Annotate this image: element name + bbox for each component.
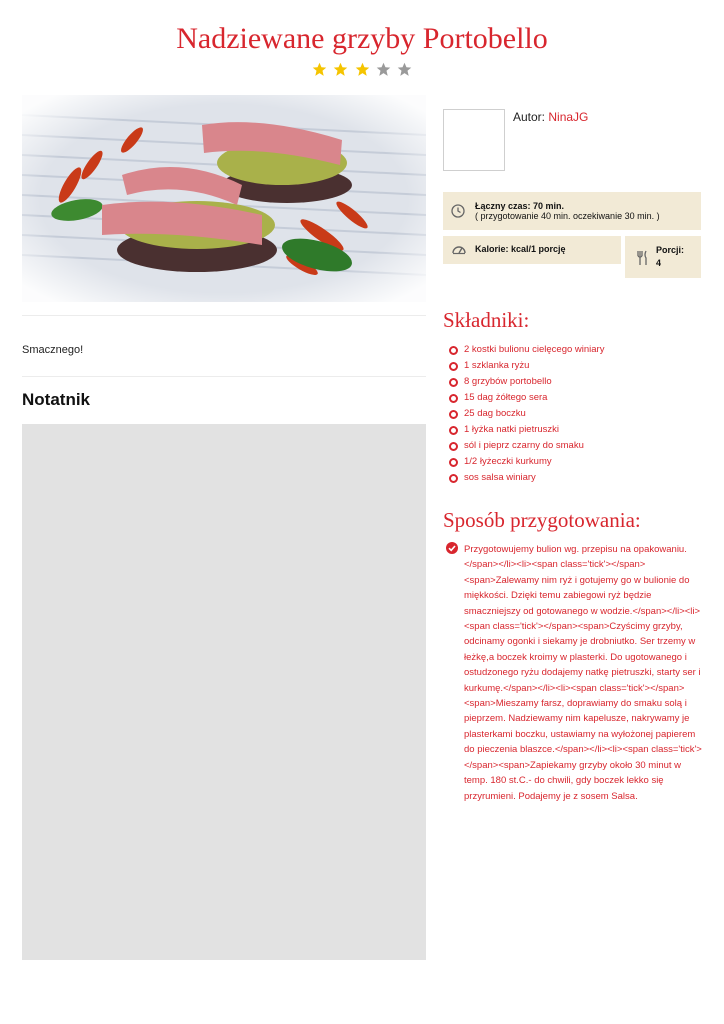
ingredient-item[interactable]: 8 grzybów portobello [449, 375, 604, 391]
ingredient-item[interactable]: sos salsa winiary [449, 471, 604, 487]
ingredient-item[interactable]: 1/2 łyżeczki kurkumy [449, 455, 604, 471]
star-icon[interactable] [312, 62, 327, 77]
ingredient-item[interactable]: 1 łyżka natki pietruszki [449, 423, 604, 439]
bullet-icon [449, 346, 458, 355]
fork-knife-icon [636, 250, 648, 266]
bullet-icon [449, 378, 458, 387]
notes-area[interactable] [22, 424, 426, 960]
method-heading: Sposób przygotowania: [443, 508, 641, 532]
author-avatar[interactable] [443, 109, 505, 171]
star-icon[interactable] [376, 62, 391, 77]
ingredients-heading: Składniki: [443, 308, 530, 332]
notes-heading: Notatnik [22, 390, 90, 409]
ingredient-item[interactable]: 1 szklanka ryżu [449, 359, 604, 375]
divider [22, 315, 426, 316]
rating-stars[interactable] [0, 62, 724, 82]
bullet-icon [449, 394, 458, 403]
total-time: Łączny czas: 70 min. [475, 201, 565, 211]
time-box [443, 192, 701, 230]
method-text: Przygotowujemy bulion wg. przepisu na opakowaniu.</span></li><li><span class='tick'></span><span>Zalewamy nim ryż i gotujemy go w bulionie do miękkości. Dzięki temu zabiegowi ryż będzie smaczniejszy od gotowanego w wodzie.</span></li><li><span class='tick'></span><span>Czyścimy grzyby, odcinamy ogonki i siekamy je drobniutko. Ser trzemy w łeżkę,a boczek kroimy w plasterki. Do ugotowanego i ostudzonego ryżu dodajemy natkę pietruszki, starty ser i kurkumę.</span></li><li><span class='tick'></span><span>Mieszamy farsz, doprawiamy do smaku solą i pieprzem. Nadziewamy nim kapelusze, nakrywamy je plasterkami boczku, ustawiamy na wyłożonej papierem do pieczenia blaszce.</span></li><li><span class='tick'></span><span>Zapiekamy grzyby około 30 minut w temp. 180 st.C.- do chwili, gdy boczek lekko się przyrumieni. Podajemy je z sosem Salsa. [464, 544, 702, 802]
ingredient-item[interactable]: 25 dag boczku [449, 407, 604, 423]
ingredient-item[interactable]: sól i pieprz czarny do smaku [449, 439, 604, 455]
divider [22, 376, 426, 377]
author-label: Autor: [513, 110, 546, 124]
star-icon[interactable] [397, 62, 412, 77]
bullet-icon [449, 442, 458, 451]
bullet-icon [449, 410, 458, 419]
calories-label: Kalorie: kcal/1 porcję [475, 244, 566, 254]
method-step [446, 542, 704, 804]
star-icon[interactable] [355, 62, 370, 77]
gauge-icon [451, 242, 467, 256]
portions-box [625, 236, 701, 278]
bullet-icon [449, 474, 458, 483]
bullet-icon [449, 362, 458, 371]
recipe-title: Nadziewane grzyby Portobello [176, 22, 548, 55]
time-detail: ( przygotowanie 40 min. oczekiwanie 30 min. ) [475, 211, 660, 221]
ingredient-item[interactable]: 2 kostki bulionu cielęcego winiary [449, 343, 604, 359]
author-line [513, 110, 588, 124]
star-icon[interactable] [333, 62, 348, 77]
portions-label: Porcji: [656, 245, 685, 255]
calories-box [443, 236, 621, 264]
bullet-icon [449, 458, 458, 467]
clock-icon [451, 204, 465, 218]
ingredient-item[interactable]: 15 dag żółtego sera [449, 391, 604, 407]
bullet-icon [449, 426, 458, 435]
author-link[interactable]: NinaJG [548, 110, 589, 124]
checkmark-icon [446, 542, 458, 554]
intro-text: Smacznego! [22, 344, 84, 356]
ingredients-list [449, 343, 604, 487]
recipe-photo [22, 95, 426, 302]
portions-value: 4 [656, 258, 662, 268]
